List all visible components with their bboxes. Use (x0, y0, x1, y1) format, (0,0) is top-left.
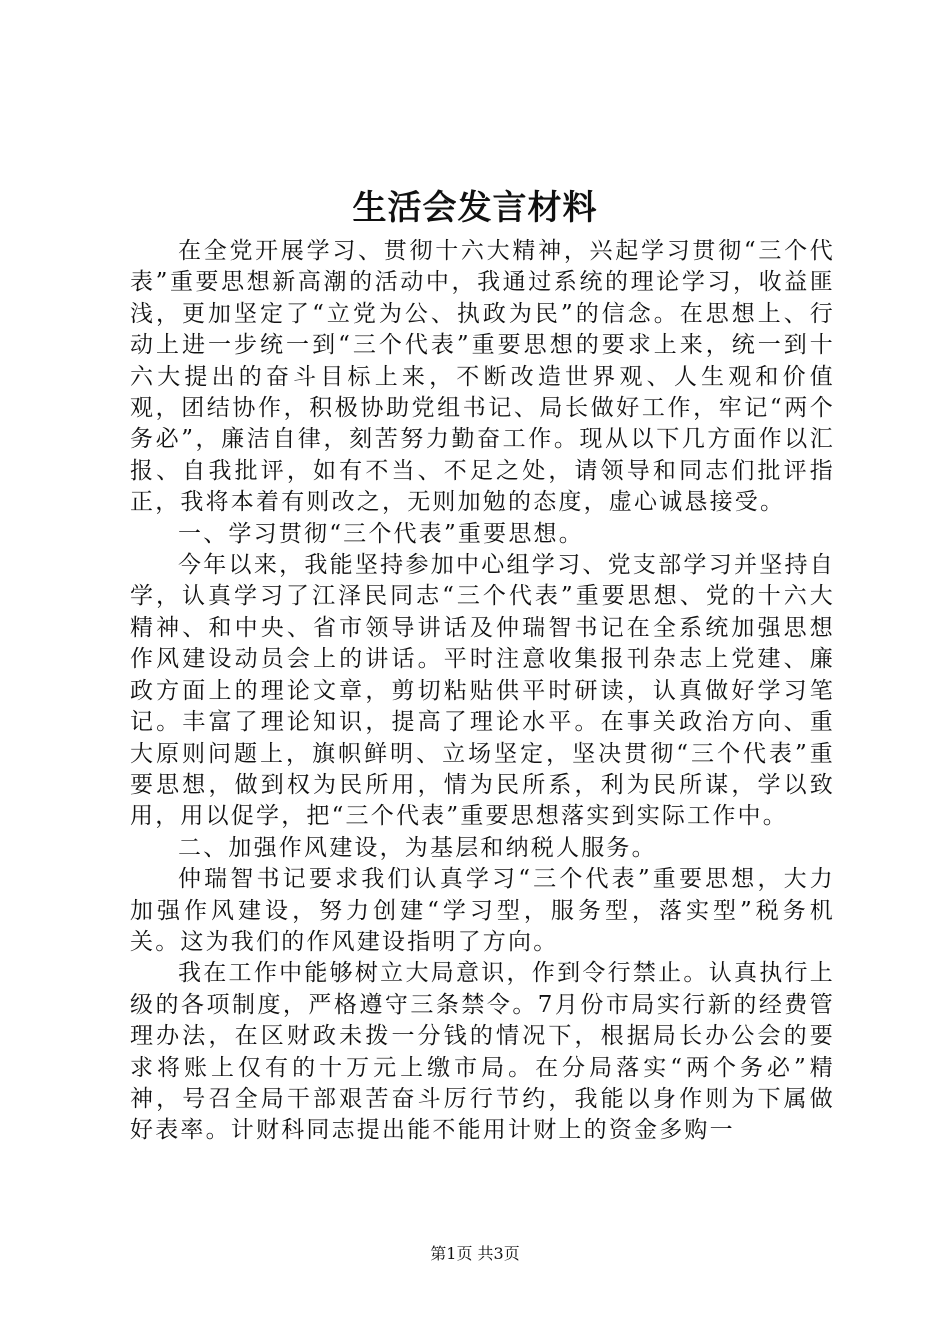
paragraph-intro: 在全党开展学习、贯彻十六大精神，兴起学习贯彻“三个代表”重要思想新高潮的活动中，我通过系统的理论学习，收益匪浅，更加坚定了“立党为公、执政为民”的信念。在思想上、行动上进一步统一到“三个代表”重要思想的要求上来，统一到十六大提出的奋斗目标上来，不断改造世界观、人生观和价值观，团结协作，积极协助党组书记、局长做好工作，牢记“两个务必”，廉洁自律，刻苦努力勤奋工作。现从以下几方面作以汇报、自我批评，如有不当、不足之处，请领导和同志们批评指正，我将本着有则改之，无则加勉的态度，虚心诚恳接受。 (130, 238, 835, 516)
document-body (130, 236, 835, 1147)
document-title: 生活会发言材料 (352, 188, 598, 228)
page-footer: 第1页 共3页 (430, 1244, 520, 1263)
paragraph-study: 今年以来，我能坚持参加中心组学习、党支部学习并坚持自学，认真学习了江泽民同志“三个代表”重要思想、党的十六大精神、和中央、省市领导讲话及仲瑞智书记在全系统加强思想作风建设动员会上的讲话。平时注意收集报刊杂志上党建、廉政方面上的理论文章，剪切粘贴供平时研读，认真做好学习笔记。丰富了理论知识，提高了理论水平。在事关政治方向、重大原则问题上，旗帜鲜明、立场坚定，坚决贯彻“三个代表”重要思想，做到权为民所用，情为民所系，利为民所谋，学以致用，用以促学，把“三个代表”重要思想落实到实际工作中。 (130, 552, 835, 830)
paragraph-work: 我在工作中能够树立大局意识，作到令行禁止。认真执行上级的各项制度，严格遵守三条禁令。7月份市局实行新的经费管理办法，在区财政未拨一分钱的情况下，根据局长办公会的要求将账上仅有的十万元上缴市局。在分局落实“两个务必”精神，号召全局干部艰苦奋斗厉行节约，我能以身作则为下属做好表率。计财科同志提出能不能用计财上的资金多购一 (130, 960, 835, 1144)
section-heading-2: 二、加强作风建设，为基层和纳税人服务。 (178, 834, 657, 861)
paragraph-style-building: 仲瑞智书记要求我们认真学习“三个代表”重要思想，大力加强作风建设，努力创建“学习型，服务型，落实型”税务机关。这为我们的作风建设指明了方向。 (130, 866, 835, 955)
section-heading-1: 一、学习贯彻“三个代表”重要思想。 (178, 520, 584, 547)
